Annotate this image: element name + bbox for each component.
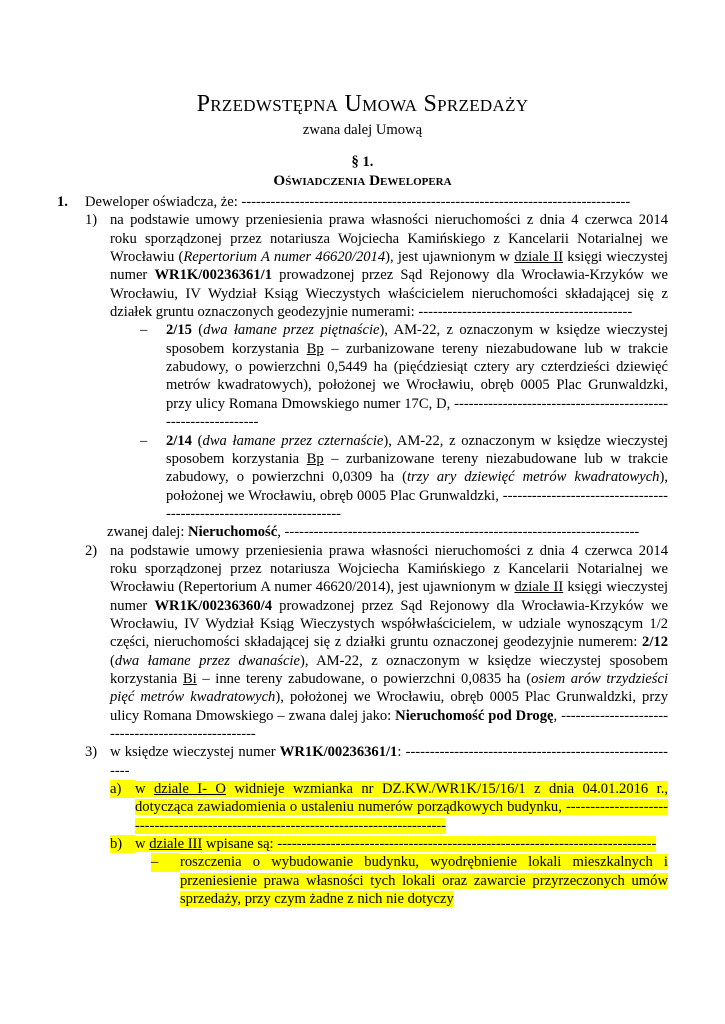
item-3-text: w księdze wieczystej numer WR1K/00236361/1: ---------------------------------------------------------- [110,744,669,779]
plot-item-2-15 [57,321,668,431]
plot-2-15-text: 2/15 (dwa łamane przez piętnaście), AM-22, z oznaczonym w księdze wieczystej sposobem korzystania Bp – zurbanizowane tereny niezabudowane lub w trakcie zabudowy, o powierzchni 0,5449 ha (pięćdziesiąt cztery ary czterdzieści dziewięć metrów kwadratowych), położonej we Wrocławiu, obręb 0005 Plac Grunwaldzki, przy ulicy Romana Dmowskiego numer 17C, D, --------------------------------------------------------------- [166,322,668,431]
clause-1 [57,193,668,211]
continuation-text: zwanej dalej: Nieruchomość, ------------------------------------------------------------------------- [107,524,640,541]
document-subtitle: zwana dalej Umową [302,122,423,138]
document-title: Przedwstępna Umowa Sprzedaży [196,91,529,117]
claims-item-text: roszczenia o wybudowanie budynku, wyodrębnienie lokali mieszkalnych i przeniesienie prawa własności tych lokali oraz zawarcie przyrzeczonych umów sprzedaży, przy czym żadne z nich nie dotyczy [180,854,668,908]
clause-1-text: Deweloper oświadcza, że: -------------------------------------------------------------------------------- [85,194,631,211]
item-3a-text: w dziale I- O widnieje wzmianka nr DZ.KW./WR1K/15/16/1 z dnia 04.01.2016 r., dotycząca zawiadomienia o ustaleniu numerów porządkowych budynku, ------------------------------------------------------------------------------------- [135,781,668,834]
list-marker: – [140,432,148,449]
item-3b-text: w dziale III wpisane są: ------------------------------------------------------------------------------ [135,836,657,853]
clause-1-continuation [57,523,668,541]
item-1-text: na podstawie umowy przeniesienia prawa własności nieruchomości z dnia 4 czerwca 2014 roku sporządzonej przez notariusza Wojciecha Kamińskiego z Kancelarii Notarialnej we Wrocławiu (Repertorium A numer 46620/2014), jest ujawnionym w dziale II księgi wieczystej numer WR1K/00236361/1 prowadzonej przez Sąd Rejonowy dla Wrocławia-Krzyków we Wrocławiu, IV Wydział Ksiąg Wieczystych właścicielem nieruchomości składającej się z działek gruntu oznaczonych geodezyjnie numerami: -------------------------------------------- [110,212,669,321]
section-heading: Oświadczenia Dewelopera [273,171,452,189]
item-2-text: na podstawie umowy przeniesienia prawa własności nieruchomości z dnia 4 czerwca 2014 roku sporządzonej przez notariusza Wojciecha Kamińskiego z Kancelarii Notarialnej we Wrocławiu (Repertorium A numer 46620/2014), jest ujawnionym w dziale II księgi wieczystej numer WR1K/00236360/4 prowadzonej przez Sąd Rejonowy dla Wrocławia-Krzyków we Wrocławiu, IV Wydział Ksiąg Wieczystych współwłaścicielem, w udziale wynoszącym 1/2 części, nieruchomości składającej się z działki gruntu oznaczonej geodezyjnie numerem: 2/12 (dwa łamane przez dwanaście), AM-22, z oznaczonym w księdze wieczystej sposobem korzystania Bi – inne tereny zabudowane, o powierzchni 0,0835 ha (osiem arów trzydzieści pięć metrów kwadratowych), położonej we Wrocławiu, obręb 0005 Plac Grunwaldzki, przy ulicy Romana Dmowskiego – zwana dalej jako: Nieruchomość pod Drogę, ---------------------------------------------------- [110,542,669,742]
list-marker: b) [110,835,135,853]
list-marker: 2) [85,542,98,559]
item-3b-section-3-entries [57,835,668,853]
plot-item-2-14 [57,432,668,524]
item-2-deed [57,542,668,744]
list-marker: 3) [85,744,98,761]
section-number: § 1. [351,154,374,171]
list-marker: – [140,322,148,339]
document-body [57,193,668,908]
list-marker: 1. [57,194,68,211]
item-3a-annotation [57,780,668,835]
plot-2-14-text: 2/14 (dwa łamane przez czternaście), AM-22, z oznaczonym w księdze wieczystej sposobem korzystania Bp – zurbanizowane tereny niezabudowane lub w trakcie zabudowy, o powierzchni 0,0309 ha (trzy ary dziewięć metrów kwadratowych), położonej we Wrocławiu, obręb 0005 Plac Grunwaldzki, ---------------------------------------------------------------------- [166,432,668,522]
list-marker: 1) [85,212,98,229]
item-3-land-register [57,743,668,780]
item-1-deed [57,211,668,321]
list-marker: – [151,853,180,871]
list-marker: a) [110,780,135,798]
claims-item [57,853,668,908]
